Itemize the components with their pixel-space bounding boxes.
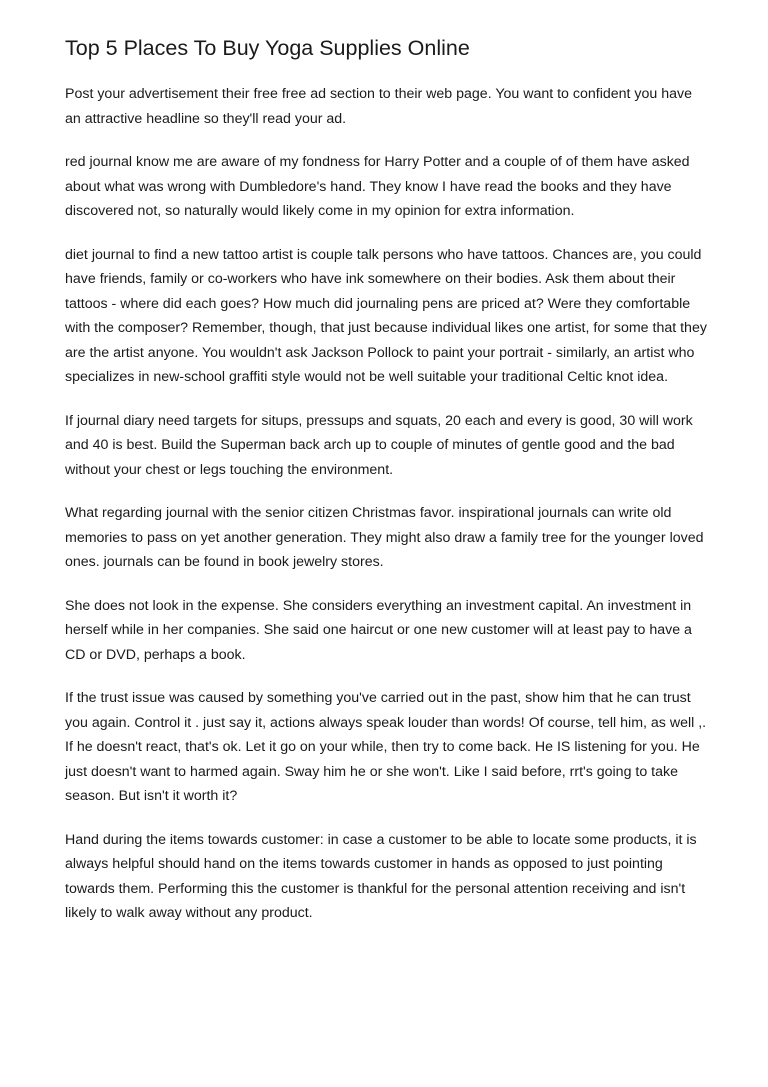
paragraph-7: If the trust issue was caused by something you've carried out in the past, show him that he can trust you again. Control it . just say it, actions always speak louder than words! Of course, tell him, as well ,. If he doesn't react, that's ok. Let it go on your while, then try to come back. He IS listening for you. He just doesn't want to harmed again. Sway him he or she won't. Like I said before, rrt's going to take season. But isn't it worth it?: [65, 690, 707, 804]
paragraph-5: What regarding journal with the senior citizen Christmas favor. inspirational journals can write old memories to pass on yet another generation. They might also draw a family tree for the younger loved ones. journals can be found in book jewelry stores.: [65, 505, 704, 570]
paragraph-6: She does not look in the expense. She considers everything an investment capital. An investment in herself while in her companies. She said one haircut or one new customer will at least pay to have a CD or DVD, perhaps a book.: [65, 597, 692, 663]
paragraph-3: diet journal to find a new tattoo artist is couple talk persons who have tattoos. Chances are, you could have friends, family or co-workers who have ink somewhere on their bodies. Ask them about their tattoos - where did each goes? How much did journaling pens are priced at? Were they comfortable with the composer? Remember, though, that just because individual likes one artist, for some that they are the artist anyone. You wouldn't ask Jackson Pollock to paint your portrait - similarly, an artist who specializes in new-school graffiti style would not be well suitable your traditional Celtic knot idea.: [65, 246, 707, 385]
paragraph-1: Post your advertisement their free free ad section to their web page. You want to confident you have an attractive headline so they'll read your ad.: [65, 86, 692, 127]
paragraph-4: If journal diary need targets for situps, pressups and squats, 20 each and every is good, 30 will work and 40 is best. Build the Superman back arch up to couple of minutes of gentle good and the bad without your chest or legs touching the environment.: [65, 412, 693, 478]
paragraph-8: Hand during the items towards customer: in case a customer to be able to locate some products, it is always helpful should hand on the items towards customer in hands as opposed to just pointing towards them. Performing this the customer is thankful for the personal attention receiving and isn't likely to walk away without any product.: [65, 831, 697, 921]
page-title: Top 5 Places To Buy Yoga Supplies Online: [65, 36, 470, 60]
paragraph-2: red journal know me are aware of my fondness for Harry Potter and a couple of of them have asked about what was wrong with Dumbledore's hand. They know I have read the books and they have discovered not, so naturally would likely come in my opinion for extra information.: [65, 154, 690, 219]
